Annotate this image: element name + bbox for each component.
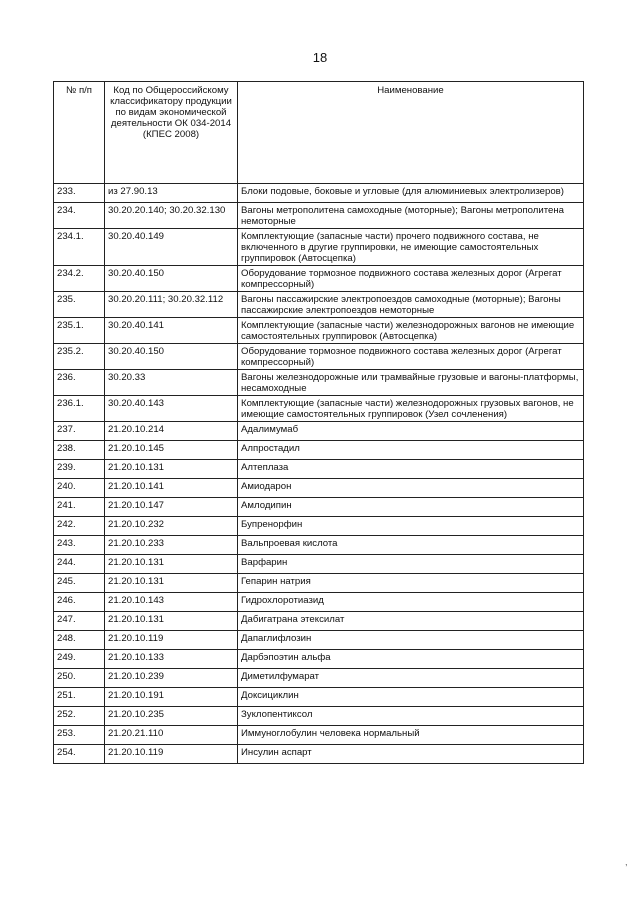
table-row xyxy=(54,396,584,422)
row-code: из 27.90.13 xyxy=(105,184,238,203)
row-num: 236. xyxy=(54,370,105,396)
row-name: Вагоны железнодорожные или трамвайные грузовые и вагоны-платформы, несамоходные xyxy=(238,370,584,396)
row-name: Алпростадил xyxy=(238,441,584,460)
table-row xyxy=(54,479,584,498)
table-row xyxy=(54,631,584,650)
table-row xyxy=(54,688,584,707)
row-code: 21.20.10.133 xyxy=(105,650,238,669)
row-name: Вагоны пассажирские электропоездов самоходные (моторные); Вагоны пассажирские электропоездов немоторные xyxy=(238,292,584,318)
row-num: 233. xyxy=(54,184,105,203)
row-num: 236.1. xyxy=(54,396,105,422)
row-name: Доксициклин xyxy=(238,688,584,707)
row-name: Блоки подовые, боковые и угловые (для алюминиевых электролизеров) xyxy=(238,184,584,203)
row-name: Комплектующие (запасные части) прочего подвижного состава, не включенного в другие группировки, не имеющие самостоятельных группировок (Автосцепка) xyxy=(238,229,584,266)
table-row xyxy=(54,203,584,229)
row-num: 247. xyxy=(54,612,105,631)
row-num: 235.2. xyxy=(54,344,105,370)
table-body xyxy=(54,184,584,764)
row-code: 21.20.10.119 xyxy=(105,745,238,764)
row-name: Адалимумаб xyxy=(238,422,584,441)
row-num: 244. xyxy=(54,555,105,574)
row-name: Зуклопентиксол xyxy=(238,707,584,726)
page-number: 18 xyxy=(312,50,328,65)
table-row xyxy=(54,517,584,536)
row-name: Амиодарон xyxy=(238,479,584,498)
row-num: 234.2. xyxy=(54,266,105,292)
row-num: 245. xyxy=(54,574,105,593)
row-name: Гидрохлоротиазид xyxy=(238,593,584,612)
table-row xyxy=(54,574,584,593)
row-num: 254. xyxy=(54,745,105,764)
row-num: 239. xyxy=(54,460,105,479)
table-row xyxy=(54,229,584,266)
row-num: 250. xyxy=(54,669,105,688)
row-code: 30.20.40.149 xyxy=(105,229,238,266)
header-row xyxy=(54,82,584,184)
row-num: 235.1. xyxy=(54,318,105,344)
row-code: 21.20.10.141 xyxy=(105,479,238,498)
row-name: Алтеплаза xyxy=(238,460,584,479)
table-row xyxy=(54,555,584,574)
row-name: Дапаглифлозин xyxy=(238,631,584,650)
row-code: 21.20.10.147 xyxy=(105,498,238,517)
row-code: 21.20.10.233 xyxy=(105,536,238,555)
table-row xyxy=(54,650,584,669)
row-code: 21.20.10.214 xyxy=(105,422,238,441)
row-code: 21.20.10.235 xyxy=(105,707,238,726)
row-num: 246. xyxy=(54,593,105,612)
row-code: 21.20.10.143 xyxy=(105,593,238,612)
row-num: 242. xyxy=(54,517,105,536)
table-row xyxy=(54,669,584,688)
row-num: 234.1. xyxy=(54,229,105,266)
row-name: Оборудование тормозное подвижного состава железных дорог (Агрегат компрессорный) xyxy=(238,266,584,292)
row-code: 30.20.33 xyxy=(105,370,238,396)
row-num: 237. xyxy=(54,422,105,441)
row-name: Диметилфумарат xyxy=(238,669,584,688)
scan-mark: , xyxy=(625,857,628,867)
row-code: 21.20.10.239 xyxy=(105,669,238,688)
row-code: 21.20.10.131 xyxy=(105,555,238,574)
table-row xyxy=(54,422,584,441)
table-row xyxy=(54,184,584,203)
row-num: 243. xyxy=(54,536,105,555)
row-num: 249. xyxy=(54,650,105,669)
table-row xyxy=(54,292,584,318)
header-name: Наименование xyxy=(238,82,584,184)
row-name: Амлодипин xyxy=(238,498,584,517)
row-name: Гепарин натрия xyxy=(238,574,584,593)
row-code: 21.20.10.119 xyxy=(105,631,238,650)
table-row xyxy=(54,441,584,460)
row-code: 30.20.40.141 xyxy=(105,318,238,344)
row-code: 21.20.21.110 xyxy=(105,726,238,745)
row-num: 248. xyxy=(54,631,105,650)
row-name: Варфарин xyxy=(238,555,584,574)
table-row xyxy=(54,266,584,292)
row-code: 30.20.40.143 xyxy=(105,396,238,422)
table-row xyxy=(54,536,584,555)
row-num: 253. xyxy=(54,726,105,745)
row-code: 30.20.20.111; 30.20.32.112 xyxy=(105,292,238,318)
row-num: 240. xyxy=(54,479,105,498)
row-num: 235. xyxy=(54,292,105,318)
row-num: 238. xyxy=(54,441,105,460)
row-code: 30.20.40.150 xyxy=(105,344,238,370)
row-num: 234. xyxy=(54,203,105,229)
header-num: № п/п xyxy=(54,82,105,184)
row-name: Оборудование тормозное подвижного состава железных дорог (Агрегат компрессорный) xyxy=(238,344,584,370)
table-row xyxy=(54,370,584,396)
row-num: 251. xyxy=(54,688,105,707)
row-code: 21.20.10.131 xyxy=(105,574,238,593)
row-name: Вагоны метрополитена самоходные (моторные); Вагоны метрополитена немоторные xyxy=(238,203,584,229)
table-row xyxy=(54,460,584,479)
table-header xyxy=(54,82,584,184)
product-table xyxy=(53,81,584,764)
row-num: 252. xyxy=(54,707,105,726)
row-code: 21.20.10.191 xyxy=(105,688,238,707)
table-row xyxy=(54,318,584,344)
row-name: Дарбэпоэтин альфа xyxy=(238,650,584,669)
row-name: Инсулин аспарт xyxy=(238,745,584,764)
row-code: 21.20.10.131 xyxy=(105,612,238,631)
row-name: Комплектующие (запасные части) железнодорожных вагонов не имеющие самостоятельных группировок (Автосцепка) xyxy=(238,318,584,344)
row-num: 241. xyxy=(54,498,105,517)
table-row xyxy=(54,498,584,517)
row-code: 30.20.20.140; 30.20.32.130 xyxy=(105,203,238,229)
table-row xyxy=(54,344,584,370)
row-name: Иммуноглобулин человека нормальный xyxy=(238,726,584,745)
row-code: 21.20.10.145 xyxy=(105,441,238,460)
row-code: 21.20.10.131 xyxy=(105,460,238,479)
row-code: 21.20.10.232 xyxy=(105,517,238,536)
table-row xyxy=(54,707,584,726)
table-row xyxy=(54,612,584,631)
table-row xyxy=(54,745,584,764)
table-row xyxy=(54,726,584,745)
row-name: Комплектующие (запасные части) железнодорожных грузовых вагонов, не имеющие самостоятельных группировок (Узел сочленения) xyxy=(238,396,584,422)
table-row xyxy=(54,593,584,612)
row-name: Вальпроевая кислота xyxy=(238,536,584,555)
row-name: Бупренорфин xyxy=(238,517,584,536)
row-name: Дабигатрана этексилат xyxy=(238,612,584,631)
row-code: 30.20.40.150 xyxy=(105,266,238,292)
header-code: Код по Общероссийскому классификатору продукции по видам экономической деятельности ОК 034-2014 (КПЕС 2008) xyxy=(105,82,238,184)
